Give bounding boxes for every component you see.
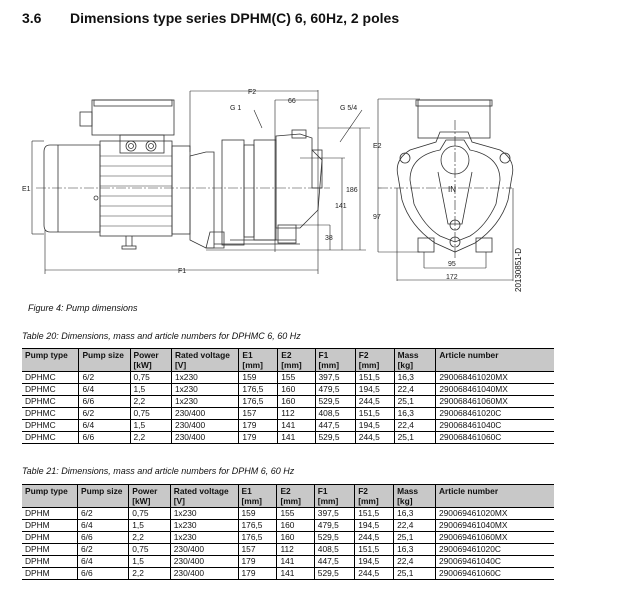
label-172: 172	[446, 274, 458, 281]
table-cell: DPHM	[22, 544, 78, 556]
table-cell: 230/400	[170, 544, 238, 556]
table-cell: 6/6	[78, 568, 129, 580]
table-cell: 6/2	[79, 372, 130, 384]
table-dphm	[22, 484, 554, 580]
header-unit: [mm]	[281, 360, 302, 370]
table-cell: 529,5	[315, 432, 355, 444]
header-unit: [kW]	[133, 360, 152, 370]
header-unit: [V]	[174, 360, 187, 370]
table-cell: 141	[278, 432, 315, 444]
table-cell: 179	[238, 556, 277, 568]
table-cell: DPHM	[22, 520, 78, 532]
header-label: E1	[242, 350, 253, 360]
table-cell: 151,5	[355, 508, 394, 520]
table-cell: 179	[239, 420, 278, 432]
label-inlet: IN	[448, 185, 456, 194]
table-cell: 2,2	[129, 532, 171, 544]
terminal-box	[92, 100, 174, 135]
table-cell: 157	[239, 408, 278, 420]
header-unit: [mm]	[358, 496, 379, 506]
table-row	[22, 372, 554, 384]
table-cell: 0,75	[129, 508, 171, 520]
table-row	[22, 520, 554, 532]
table-cell: DPHM	[22, 508, 78, 520]
header-label: F2	[358, 350, 369, 360]
table-cell: 290068461020MX	[436, 372, 554, 384]
table20-header-row	[22, 349, 554, 372]
side-view	[22, 89, 370, 275]
label-186: 186	[346, 187, 358, 194]
table-cell: 151,5	[355, 544, 394, 556]
table-cell: 6/4	[79, 420, 130, 432]
table-cell: 22,4	[394, 384, 436, 396]
header-unit: [mm]	[358, 360, 380, 370]
header-label: Article number	[439, 350, 499, 360]
column-header	[394, 485, 436, 508]
column-header	[355, 485, 394, 508]
table-cell: 141	[277, 568, 314, 580]
label-g1: G 1	[230, 105, 242, 112]
header-unit: [mm]	[280, 496, 301, 506]
label-95: 95	[448, 261, 456, 268]
table-cell: DPHMC	[22, 396, 79, 408]
motor-body	[100, 141, 172, 236]
label-f2: F2	[248, 89, 257, 96]
header-label: Article number	[438, 486, 499, 496]
table-cell: 290068461060MX	[436, 396, 554, 408]
table-cell: 244,5	[355, 532, 394, 544]
column-header	[130, 349, 171, 372]
table-cell: 529,5	[315, 396, 355, 408]
table-cell: 160	[277, 532, 314, 544]
table-cell: 2,2	[129, 568, 171, 580]
header-label: F2	[358, 486, 368, 496]
header-label: Power	[132, 486, 158, 496]
table-cell: 25,1	[394, 568, 436, 580]
table-cell: 176,5	[239, 384, 278, 396]
column-header	[394, 349, 436, 372]
header-unit: [kg]	[397, 496, 413, 506]
table-cell: 176,5	[238, 520, 277, 532]
table-cell: 16,3	[394, 508, 436, 520]
table-cell: 479,5	[315, 384, 355, 396]
column-header	[436, 349, 554, 372]
header-label: F1	[318, 350, 329, 360]
table-cell: 22,4	[394, 520, 436, 532]
table-cell: DPHMC	[22, 372, 79, 384]
header-label: E2	[280, 486, 291, 496]
table-cell: 230/400	[171, 420, 238, 432]
table-cell: 408,5	[314, 544, 354, 556]
table-cell: DPHM	[22, 532, 78, 544]
table-cell: 25,1	[394, 396, 436, 408]
table-cell: 290069461040C	[435, 556, 554, 568]
section-title: Dimensions type series DPHM(C) 6, 60Hz, 2 poles	[70, 10, 400, 26]
table-cell: 290068461020C	[436, 408, 554, 420]
table-cell: 290068461040MX	[436, 384, 554, 396]
table-cell: 141	[277, 556, 314, 568]
table-cell: 22,4	[394, 420, 436, 432]
label-e2: E2	[373, 143, 382, 150]
label-g54: G 5/4	[340, 105, 358, 112]
table-cell: 290069461020MX	[435, 508, 554, 520]
table-cell: 0,75	[130, 408, 171, 420]
table-cell: 290069461040MX	[435, 520, 554, 532]
column-header	[78, 485, 129, 508]
table-cell: 194,5	[355, 556, 394, 568]
table-cell: 230/400	[170, 568, 238, 580]
header-label: Rated voltage	[174, 350, 230, 360]
table21-header-row	[22, 485, 554, 508]
header-label: Mass	[397, 350, 419, 360]
table-row	[22, 408, 554, 420]
table-cell: 141	[278, 420, 315, 432]
table-cell: 1,5	[129, 556, 171, 568]
table-cell: 1x230	[170, 520, 238, 532]
table-cell: 157	[238, 544, 277, 556]
column-header	[314, 485, 354, 508]
table-cell: 160	[278, 384, 315, 396]
column-header	[170, 485, 238, 508]
table-cell: 176,5	[239, 396, 278, 408]
table-cell: 230/400	[171, 408, 238, 420]
table-cell: 408,5	[315, 408, 355, 420]
table-row	[22, 396, 554, 408]
table-cell: 16,3	[394, 408, 436, 420]
table-row	[22, 544, 554, 556]
table21-caption: Table 21: Dimensions, mass and article numbers for DPHM 6, 60 Hz	[22, 466, 295, 476]
table-cell: DPHM	[22, 568, 78, 580]
pump-casing	[222, 140, 244, 245]
motor-fan-cover	[44, 145, 100, 232]
table-cell: 244,5	[355, 396, 394, 408]
column-header	[22, 349, 79, 372]
table-row	[22, 508, 554, 520]
column-header	[278, 349, 315, 372]
pump-dimension-drawing	[20, 82, 540, 297]
table-cell: 16,3	[394, 372, 436, 384]
table-cell: 6/6	[79, 396, 130, 408]
table-cell: 151,5	[355, 372, 394, 384]
table-cell: 176,5	[238, 532, 277, 544]
table-cell: 6/4	[78, 556, 129, 568]
table-cell: 1,5	[130, 420, 171, 432]
label-97: 97	[373, 214, 381, 221]
column-header	[315, 349, 355, 372]
header-unit: [V]	[173, 496, 185, 506]
table-cell: 529,5	[314, 568, 354, 580]
header-unit: [kg]	[397, 360, 413, 370]
table-cell: 2,2	[130, 396, 171, 408]
table-cell: 6/6	[78, 532, 129, 544]
header-label: E1	[241, 486, 252, 496]
table-cell: 290069461020C	[435, 544, 554, 556]
column-header	[238, 485, 277, 508]
table-cell: 6/4	[79, 384, 130, 396]
table-cell: 160	[278, 396, 315, 408]
label-e1: E1	[22, 186, 31, 193]
header-label: Pump type	[25, 350, 68, 360]
table-cell: 6/2	[78, 544, 129, 556]
table-cell: 1x230	[171, 384, 238, 396]
header-label: E2	[281, 350, 292, 360]
table-cell: 447,5	[314, 556, 354, 568]
table-row	[22, 384, 554, 396]
header-unit: [mm]	[318, 360, 339, 370]
table-cell: 194,5	[355, 384, 394, 396]
table-cell: 1,5	[130, 384, 171, 396]
header-label: Power	[133, 350, 159, 360]
column-header	[171, 349, 238, 372]
label-38: 38	[325, 235, 333, 242]
front-view	[373, 99, 513, 281]
table-cell: 1x230	[171, 372, 238, 384]
header-unit: [mm]	[242, 360, 263, 370]
table-cell: 194,5	[355, 420, 394, 432]
table-cell: 194,5	[355, 520, 394, 532]
table-cell: DPHMC	[22, 408, 79, 420]
header-label: F1	[317, 486, 328, 496]
table-cell: 1x230	[170, 508, 238, 520]
table-cell: 479,5	[314, 520, 354, 532]
table-row	[22, 556, 554, 568]
column-header	[435, 485, 554, 508]
table-row	[22, 432, 554, 444]
table-cell: 179	[238, 568, 277, 580]
header-label: Rated voltage	[173, 486, 229, 496]
table-cell: 25,1	[394, 532, 436, 544]
table-cell: 159	[238, 508, 277, 520]
table-cell: 290068461060C	[436, 432, 554, 444]
table-cell: 6/4	[78, 520, 129, 532]
column-header	[355, 349, 394, 372]
table-cell: 155	[277, 508, 314, 520]
table-cell: DPHMC	[22, 432, 79, 444]
table-cell: 6/2	[79, 408, 130, 420]
drawing-id: 20130851-D	[514, 247, 523, 292]
table-dphmc	[22, 348, 554, 444]
table-cell: 397,5	[314, 508, 354, 520]
table-cell: 529,5	[314, 532, 354, 544]
table-cell: 6/6	[79, 432, 130, 444]
table-cell: 112	[278, 408, 315, 420]
header-unit: [kW]	[132, 496, 151, 506]
table-row	[22, 532, 554, 544]
column-header	[129, 485, 171, 508]
table-cell: 290069461060C	[435, 568, 554, 580]
table-cell: 179	[239, 432, 278, 444]
label-66: 66	[288, 98, 296, 105]
table-cell: 159	[239, 372, 278, 384]
table-cell: 290069461060MX	[435, 532, 554, 544]
table-cell: DPHMC	[22, 420, 79, 432]
table-cell: 6/2	[78, 508, 129, 520]
table-cell: 1x230	[171, 396, 238, 408]
table-cell: 244,5	[355, 432, 394, 444]
table-cell: 244,5	[355, 568, 394, 580]
table-cell: 155	[278, 372, 315, 384]
table-cell: 2,2	[130, 432, 171, 444]
section-number: 3.6	[22, 10, 42, 26]
table-cell: DPHM	[22, 556, 78, 568]
label-141: 141	[335, 203, 347, 210]
table-cell: 22,4	[394, 556, 436, 568]
table-cell: 0,75	[129, 544, 171, 556]
column-header	[22, 485, 78, 508]
table-cell: 16,3	[394, 544, 436, 556]
table-cell: 160	[277, 520, 314, 532]
table20-caption: Table 20: Dimensions, mass and article numbers for DPHMC 6, 60 Hz	[22, 331, 301, 341]
table-cell: 447,5	[315, 420, 355, 432]
header-unit: [mm]	[241, 496, 262, 506]
label-f1: F1	[178, 268, 187, 275]
column-header	[239, 349, 278, 372]
header-unit: [mm]	[317, 496, 339, 506]
table-cell: DPHMC	[22, 384, 79, 396]
header-label: Mass	[397, 486, 419, 496]
table-cell: 25,1	[394, 432, 436, 444]
table-cell: 151,5	[355, 408, 394, 420]
table-cell: 230/400	[170, 556, 238, 568]
table-cell: 290068461040C	[436, 420, 554, 432]
header-label: Pump type	[25, 486, 68, 496]
table-cell: 230/400	[171, 432, 238, 444]
table-cell: 397,5	[315, 372, 355, 384]
table-cell: 112	[277, 544, 314, 556]
section-heading	[22, 10, 399, 26]
table-cell: 0,75	[130, 372, 171, 384]
column-header	[79, 349, 130, 372]
table-row	[22, 420, 554, 432]
header-label: Pump size	[81, 486, 123, 496]
header-label: Pump size	[82, 350, 124, 360]
table-row	[22, 568, 554, 580]
column-header	[277, 485, 314, 508]
table-cell: 1x230	[170, 532, 238, 544]
table-cell: 1,5	[129, 520, 171, 532]
figure-caption: Figure 4: Pump dimensions	[28, 303, 138, 313]
